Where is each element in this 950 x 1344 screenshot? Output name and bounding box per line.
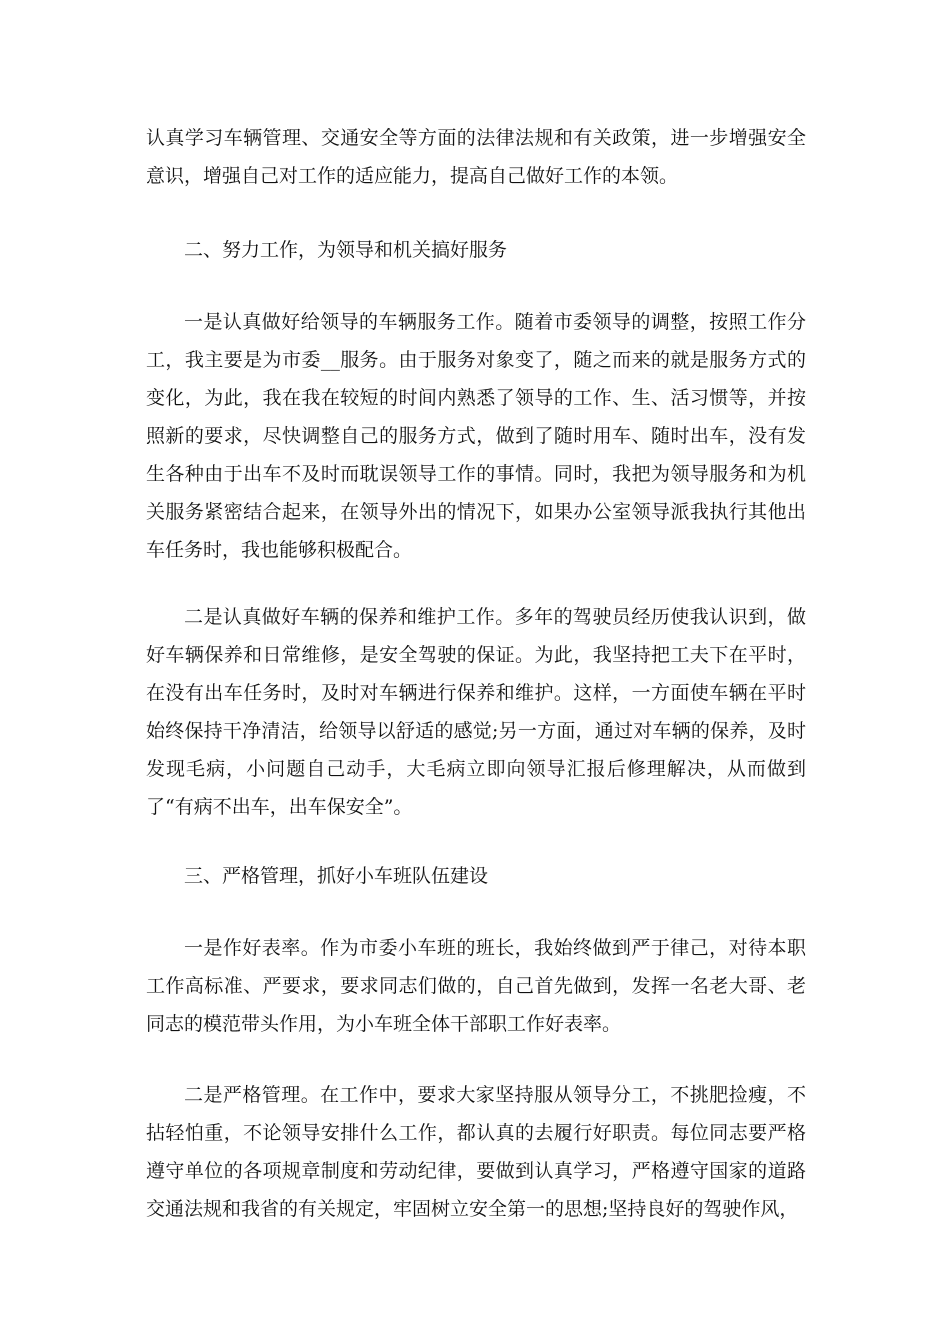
section-heading-text: 二、努力工作，为领导和机关搞好服务 xyxy=(184,239,508,261)
paragraph-text: 二是认真做好车辆的保养和维护工作。多年的驾驶员经历使我认识到，做好车辆保养和日常维修，是安全驾驶的保证。为此，我坚持把工夫下在平时，在没有出车任务时，及时对车辆进行保养和维护。这样，一方面使车辆在平时始终保持干净清洁，给领导以舒适的感觉;另一方面，通过对车辆的保养，及时发现毛病，小问题自己动手，大毛病立即向领导汇报后修理解决，从而做到了“有病不出车，出车保安全”。 xyxy=(146,606,806,818)
paragraph-text: 一是作好表率。作为市委小车班的班长，我始终做到严于律己，对待本职工作高标准、严要求，要求同志们做的，自己首先做到，发挥一名老大哥、老同志的模范带头作用，为小车班全体干部职工作好表率。 xyxy=(146,937,806,1035)
paragraph-text: 一是认真做好给领导的车辆服务工作。随着市委领导的调整，按照工作分工，我主要是为市委__服务。由于服务对象变了，随之而来的就是服务方式的变化，为此，我在我在较短的时间内熟悉了领导的工作、生、活习惯等，并按照新的要求，尽快调整自己的服务方式，做到了随时用车、随时出车，没有发生各种由于出车不及时而耽误领导工作的事情。同时，我把为领导服务和为机关服务紧密结合起来，在领导外出的情况下，如果办公室领导派我执行其他出车任务时，我也能够积极配合。 xyxy=(146,311,806,561)
paragraph-text: 二是严格管理。在工作中，要求大家坚持服从领导分工，不挑肥捡瘦，不拈轻怕重，不论领导安排什么工作，都认真的去履行好职责。每位同志要严格遵守单位的各项规章制度和劳动纪律，要做到认真学习，严格遵守国家的道路交通法规和我省的有关规定，牢固树立安全第一的思想;坚持良好的驾驶作风， xyxy=(146,1084,806,1220)
paragraph-continuation xyxy=(146,119,806,195)
section-heading-text: 三、严格管理，抓好小车班队伍建设 xyxy=(184,865,489,887)
section-heading-2 xyxy=(146,231,806,269)
paragraph-strict-management xyxy=(146,1076,806,1228)
paragraph-text: 认真学习车辆管理、交通安全等方面的法律法规和有关政策，进一步增强安全意识，增强自己对工作的适应能力，提高自己做好工作的本领。 xyxy=(146,127,806,187)
section-heading-3 xyxy=(146,857,806,895)
paragraph-vehicle-service xyxy=(146,303,806,569)
paragraph-set-example xyxy=(146,929,806,1043)
paragraph-vehicle-maintenance xyxy=(146,598,806,826)
